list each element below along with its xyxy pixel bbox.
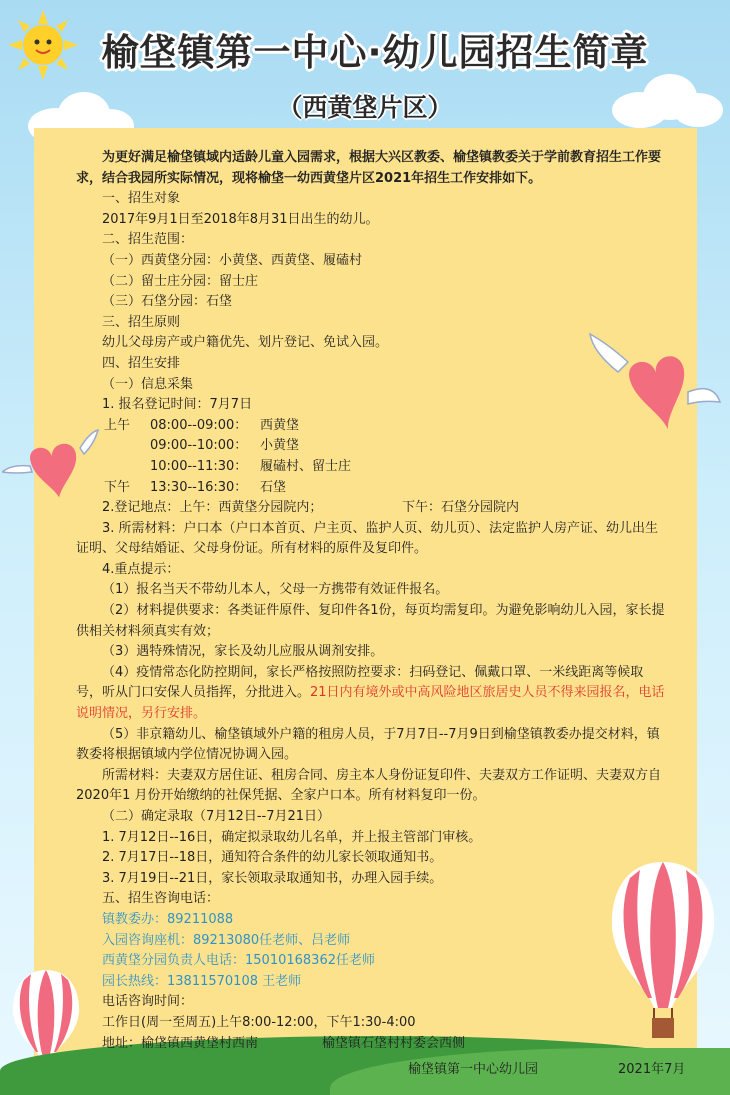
schedule-row xyxy=(76,416,666,437)
required-materials: 3. 所需材料：户口本（户口本首页、户主页、监护人页、幼儿页）、法定监护人房产证、幼儿出生证明、父母结婚证、父母身份证。所有材料的原件及复印件。 xyxy=(76,520,659,557)
location-am: 2.登记地点：上午：西黄垡分园院内； xyxy=(102,500,323,516)
tip-item: （3）遇特殊情况，家长及幼儿应服从调剂安排。 xyxy=(102,644,384,660)
schedule-time: 13:30--16:30： xyxy=(150,479,248,495)
list-item: （二）留士庄分园：留士庄 xyxy=(102,273,259,289)
section-text: 幼儿父母房产或户籍优先、划片登记、免试入园。 xyxy=(102,335,389,351)
address-2: 榆垡镇石垡村村委会西侧 xyxy=(322,1035,466,1051)
section-heading: 四、招生安排 xyxy=(102,355,181,371)
schedule-row xyxy=(76,457,666,478)
schedule-period xyxy=(76,436,150,457)
list-item: （三）石垡分园：石垡 xyxy=(102,294,233,310)
schedule-period: 下午 xyxy=(104,479,131,495)
schedule-place: 西黄垡 xyxy=(260,417,300,433)
section-heading: 一、招生对象 xyxy=(102,191,181,207)
subsection-heading: （一）信息采集 xyxy=(102,376,194,392)
location-pm: 下午：石垡分园院内 xyxy=(402,500,520,516)
list-item: （一）西黄垡分园：小黄垡、西黄垡、履磕村 xyxy=(102,252,363,268)
intro-paragraph: 为更好满足榆垡镇域内适龄儿童入园需求，根据大兴区教委、榆垡镇教委关于学前教育招生工作要求，结合我园所实际情况，现将榆垡一幼西黄垡片区2021年招生工作安排如下。 xyxy=(76,150,662,186)
address-1: 地址：榆垡镇西黄垡村西南 xyxy=(102,1035,259,1051)
list-item: 2. 7月17日--18日，通知符合条件的幼儿家长领取通知书。 xyxy=(102,850,443,866)
subsection-heading: 4.重点提示： xyxy=(102,561,180,577)
tip-item: （1）报名当天不带幼儿本人，父母一方携带有效证件报名。 xyxy=(102,582,449,598)
tip-text: （4）疫情常态化防控期间，家长严格按照防控要求：扫码登记、佩戴口罩、一米线距离等候取号，听从门口安保人员指挥，分批进入。 xyxy=(76,664,644,701)
phone-line: 入园咨询座机：89213080任老师、吕老师 xyxy=(102,932,351,948)
page-title: 榆垡镇第一中心·幼儿园招生简章 xyxy=(101,31,649,74)
warning-text: 21日内有境外或中高风险地区旅居史人员不得来园报名，电话说明情况，另行安排。 xyxy=(76,685,665,722)
schedule-time: 10:00--11:30： xyxy=(150,458,248,474)
schedule-period: 上午 xyxy=(104,417,131,433)
phone-line: 西黄垡分园负责人电话：15010168362任老师 xyxy=(102,953,375,969)
page-subtitle: （西黄垡片区） xyxy=(277,93,453,122)
tip-item: （5）非京籍幼儿、榆垡镇域外户籍的租房人员，于7月7日--7月9日到榆垡镇教委办提交材料，镇教委将根据镇域内学位情况协调入园。 xyxy=(76,726,660,763)
tip-item: （2）材料提供要求：各类证件原件、复印件各1份，每页均需复印。为避免影响幼儿入园，家长提供相关材料须真实有效； xyxy=(76,603,665,639)
schedule-period xyxy=(76,457,150,478)
subsection-heading: （二）确定录取（7月12日--7月21日） xyxy=(102,809,331,824)
tip-item: 所需材料：夫妻双方居住证、租房合同、房主本人身份证复印件、夫妻双方工作证明、夫妻双方自2020年1 月份开始缴纳的社保凭据、全家户口本。所有材料复印一份。 xyxy=(76,767,662,804)
tip-item xyxy=(76,663,666,725)
schedule-place: 履磕村、留士庄 xyxy=(260,458,352,474)
footer-organization: 榆垡镇第一中心幼儿园 xyxy=(408,1062,539,1077)
schedule-time: 08:00--09:00： xyxy=(150,417,248,433)
address-line xyxy=(76,1034,666,1055)
phone-line: 镇教委办：89211088 xyxy=(102,911,234,927)
schedule-time: 09:00--10:00： xyxy=(150,438,248,454)
list-item: 1. 7月12日--16日，确定拟录取幼儿名单，并上报主管部门审核。 xyxy=(102,829,482,845)
registration-time: 1. 报名登记时间：7月7日 xyxy=(102,397,253,413)
section-heading: 五、招生咨询电话： xyxy=(102,891,220,907)
section-heading: 三、招生原则 xyxy=(102,314,181,330)
hours-text: 工作日(周一至周五)上午8:00-12:00，下午1:30-4:00 xyxy=(102,1014,416,1030)
schedule-row xyxy=(76,436,666,457)
phone-line: 园长热线：13811570108 王老师 xyxy=(102,973,302,989)
enrollment-notice xyxy=(76,148,666,1054)
schedule-place: 小黄垡 xyxy=(260,438,300,454)
section-heading: 二、招生范围： xyxy=(102,232,194,248)
schedule-row xyxy=(76,478,666,499)
section-text: 2017年9月1日至2018年8月31日出生的幼儿。 xyxy=(102,211,379,227)
schedule-place: 石垡 xyxy=(260,479,287,495)
registration-location xyxy=(76,498,666,519)
footer-date: 2021年7月 xyxy=(618,1062,686,1077)
list-item: 3. 7月19日--21日，家长领取录取通知书，办理入园手续。 xyxy=(102,870,443,886)
hours-heading: 电话咨询时间： xyxy=(102,994,194,1010)
